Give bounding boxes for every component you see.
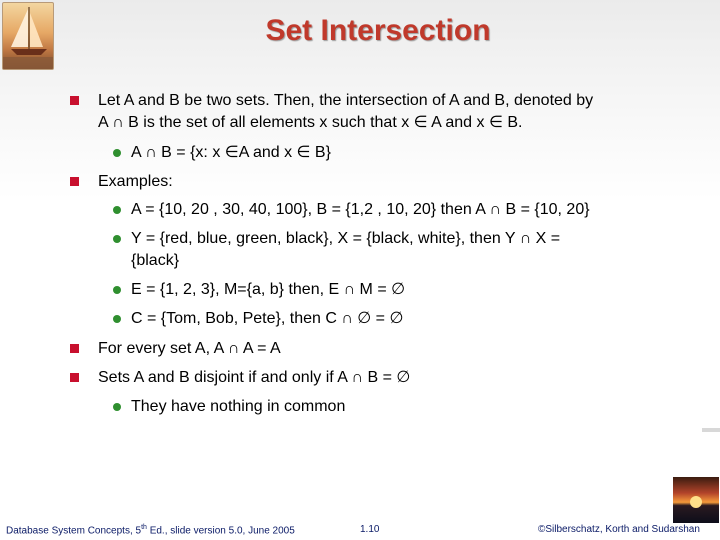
round-bullet-icon: [113, 149, 121, 157]
bullet-3: For every set A, A ∩ A = A: [98, 340, 281, 357]
footer-course-text: Database System Concepts, 5: [6, 525, 142, 537]
footer-copyright: ©Silberschatz, Korth and Sudarshan: [538, 524, 700, 535]
bullet-2: Examples:: [98, 173, 173, 190]
bullet-2-sub-2-line-1: Y = {red, blue, green, black}, X = {black, white}, then Y ∩ X =: [131, 230, 561, 247]
bullet-4: Sets A and B disjoint if and only if A ∩ B = ∅: [98, 369, 411, 386]
sunset-image: [673, 477, 719, 523]
footer-version-text: Ed., slide version 5.0, June 2005: [146, 525, 295, 537]
round-bullet-icon: [113, 206, 121, 214]
square-bullet-icon: [70, 344, 79, 353]
bullet-4-sub: They have nothing in common: [131, 398, 346, 415]
slide-title: Set Intersection: [265, 14, 491, 47]
round-bullet-icon: [113, 315, 121, 323]
bullet-2-sub-1: A = {10, 20 , 30, 40, 100}, B = {1,2 , 10, 20} then A ∩ B = {10, 20}: [131, 201, 590, 218]
footer-page-number: 1.10: [360, 524, 380, 535]
bullet-2-sub-2-line-2: {black}: [131, 252, 180, 269]
sun-icon: [690, 496, 702, 508]
square-bullet-icon: [70, 96, 79, 105]
round-bullet-icon: [113, 286, 121, 294]
bullet-1-sub: A ∩ B = {x: x ∈A and x ∈ B}: [131, 144, 331, 161]
bullet-2-sub-3: E = {1, 2, 3}, M={a, b} then, E ∩ M = ∅: [131, 281, 406, 298]
round-bullet-icon: [113, 403, 121, 411]
square-bullet-icon: [70, 373, 79, 382]
bullet-1-line-2: A ∩ B is the set of all elements x such that x ∈ A and x ∈ B.: [98, 114, 523, 131]
footer-course-info: [6, 524, 295, 536]
round-bullet-icon: [113, 235, 121, 243]
bullet-1-line-1: Let A and B be two sets. Then, the intersection of A and B, denoted by: [98, 92, 594, 109]
bullet-2-sub-4: C = {Tom, Bob, Pete}, then C ∩ ∅ = ∅: [131, 310, 404, 327]
footer-edition-sup: th: [141, 524, 147, 531]
decorative-line: [702, 428, 720, 432]
square-bullet-icon: [70, 177, 79, 186]
